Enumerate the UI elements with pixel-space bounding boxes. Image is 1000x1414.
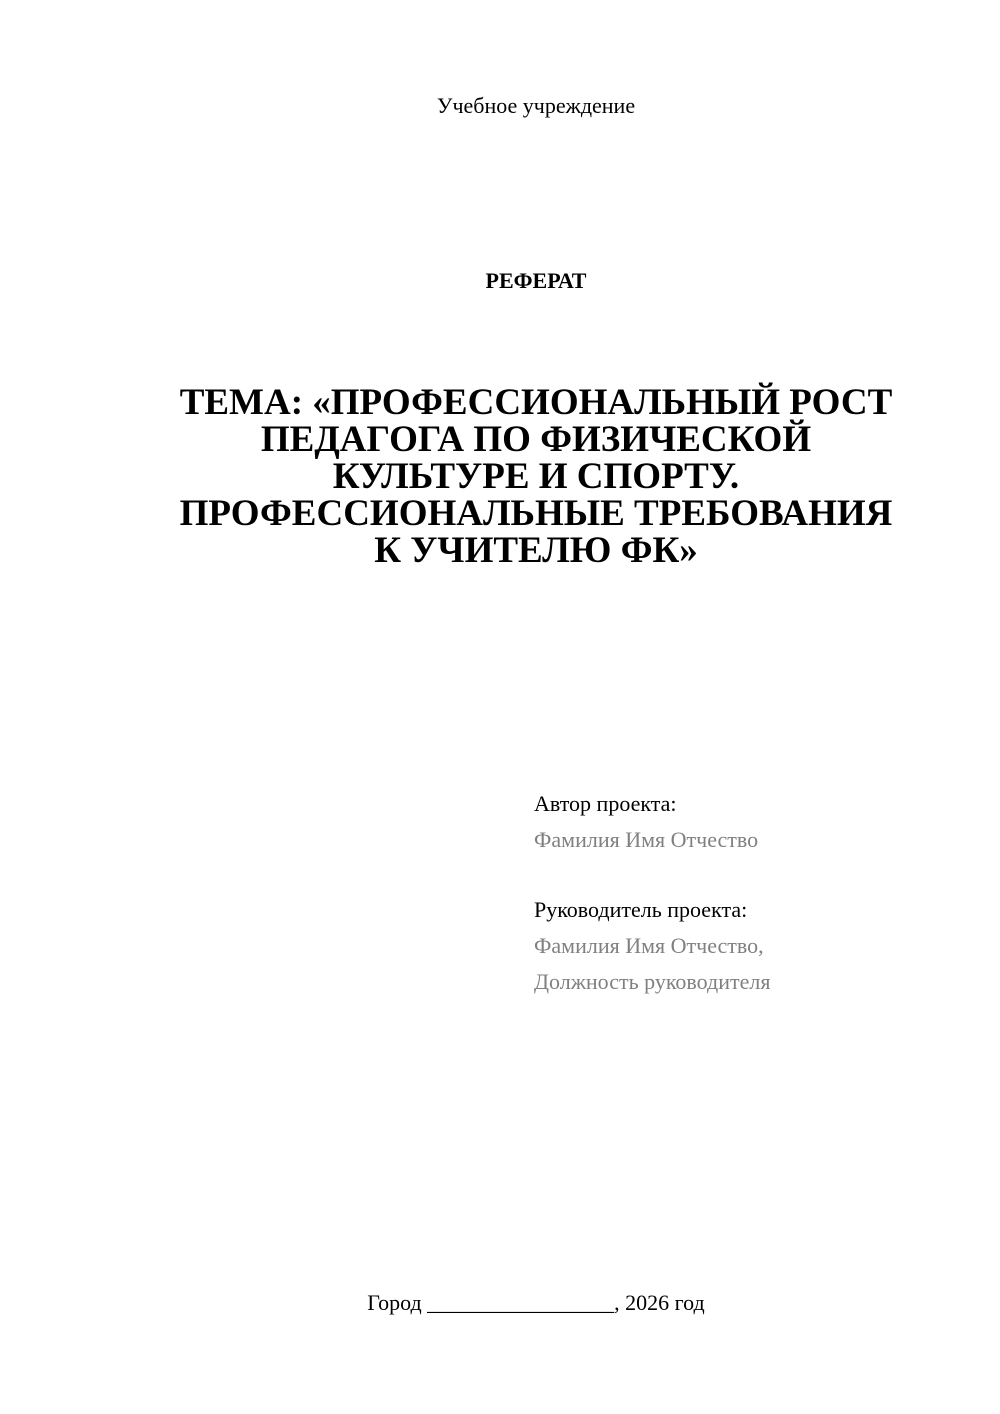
topic-title [150,384,922,569]
topic-line: ТЕМА: «ПРОФЕССИОНАЛЬНЫЙ РОСТ [179,382,893,423]
supervisor-label: Руководитель проекта: [534,897,748,922]
spacer [534,858,974,892]
author-name: Фамилия Имя Отчество [534,827,759,852]
document-type-heading: РЕФЕРАТ [485,268,587,293]
topic-line: ПЕДАГОГА ПО ФИЗИЧЕСКОЙ [260,419,812,460]
city-year-line: Город _________________, 2026 год [367,1290,705,1315]
topic-line: КУЛЬТУРЕ И СПОРТУ. [332,456,740,497]
supervisor-name: Фамилия Имя Отчество, [534,933,764,958]
credits-block [534,786,974,1000]
supervisor-position: Должность руководителя [534,969,771,994]
institution-name: Учебное учреждение [436,93,636,118]
topic-line: ПРОФЕССИОНАЛЬНЫЕ ТРЕБОВАНИЯ [179,493,893,534]
author-label: Автор проекта: [534,791,677,816]
topic-line: К УЧИТЕЛЮ ФК» [374,530,698,571]
